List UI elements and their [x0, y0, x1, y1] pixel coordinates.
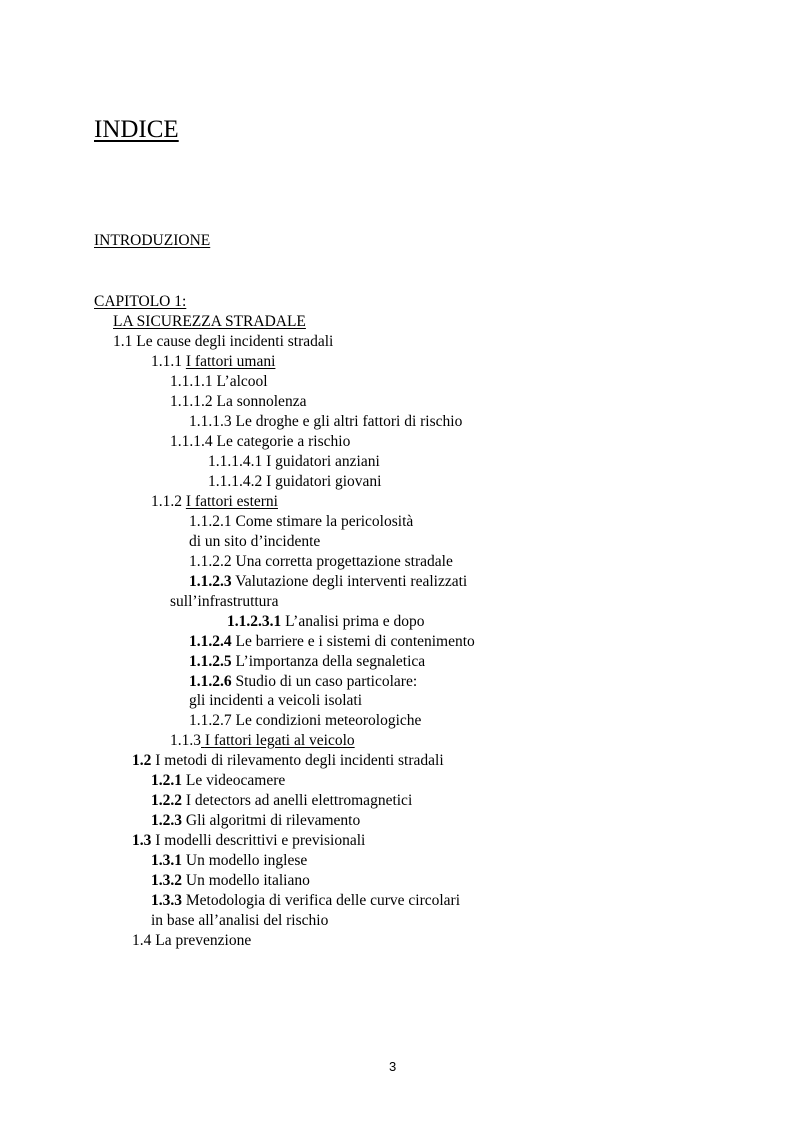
- toc-entry-1-1-1-4: [170, 432, 350, 452]
- toc-entry-text: Le barriere e i sistemi di contenimento: [235, 633, 475, 650]
- toc-entry-text: Le categorie a rischio: [216, 433, 351, 450]
- toc-entry-text: L’analisi prima e dopo: [285, 613, 425, 630]
- toc-entry-link[interactable]: I fattori esterni: [185, 493, 278, 510]
- toc-entry-1-1-1-1: [170, 372, 268, 392]
- toc-entry-link-text: I fattori legati al veicolo: [204, 732, 355, 749]
- introduction-link[interactable]: INTRODUZIONE: [94, 232, 211, 249]
- toc-entry-1-3-1: [151, 851, 307, 871]
- toc-entry-text: Valutazione degli interventi realizzati: [235, 573, 468, 590]
- toc-entry-1-3-3: [151, 891, 460, 911]
- toc-entry-number: 1.3.1: [151, 852, 182, 869]
- chapter-label[interactable]: CAPITOLO 1:: [94, 293, 187, 310]
- toc-entry-1-1-2-4: [189, 632, 475, 652]
- toc-entry-number: 1.1.1: [151, 353, 182, 370]
- toc-entry-1-3-2: [151, 871, 310, 891]
- toc-entry-number: 1.1: [113, 333, 133, 350]
- toc-entry-1-1-2-7: [189, 711, 421, 731]
- toc-entry-text: Studio di un caso particolare:: [235, 673, 418, 690]
- toc-entry-text: Come stimare la pericolosità: [235, 513, 414, 530]
- toc-entry-number: 1.1.2: [151, 493, 182, 510]
- toc-entry-text: Una corretta progettazione stradale: [235, 553, 453, 570]
- toc-entry-1-1-2-6: [189, 672, 417, 692]
- toc-entry-text: I modelli descrittivi e previsionali: [155, 832, 366, 849]
- toc-entry-number: 1.1.1.3: [189, 413, 232, 430]
- toc-entry-number: 1.3.3: [151, 892, 182, 909]
- toc-entry-number: 1.1.2.5: [189, 653, 232, 670]
- toc-entry-text: Un modello italiano: [185, 872, 310, 889]
- toc-entry-1-1-2-3-1: [227, 612, 424, 632]
- page-title: INDICE: [94, 116, 179, 143]
- toc-entry-number: 1.1.2.4: [189, 633, 232, 650]
- toc-entry-1-2: [132, 751, 444, 771]
- toc-entry-text: Le droghe e gli altri fattori di rischio: [235, 413, 463, 430]
- toc-entry-text: I metodi di rilevamento degli incidenti stradali: [155, 752, 444, 769]
- toc-entry-text: Le videocamere: [185, 772, 286, 789]
- toc-entry-continuation: in base all’analisi del rischio: [151, 912, 329, 929]
- toc-entry-number: 1.1.1.4: [170, 433, 213, 450]
- toc-entry-1-1-1-4-2: [208, 472, 382, 492]
- toc-entry-number: 1.3.2: [151, 872, 182, 889]
- toc-entry-number: 1.1.3: [170, 732, 201, 749]
- toc-entry-number: 1.1.2.3: [189, 573, 232, 590]
- toc-entry-number: 1.2.2: [151, 792, 182, 809]
- toc-entry-text: I guidatori giovani: [266, 473, 382, 490]
- toc-entry-1-2-3: [151, 811, 360, 831]
- toc-entry-number: 1.2.1: [151, 772, 182, 789]
- toc-entry-1-1-2-3: [189, 572, 467, 592]
- toc-entry-number: 1.1.2.3.1: [227, 613, 282, 630]
- toc-entry-number: 1.1.2.6: [189, 673, 232, 690]
- toc-entry-1-1-1-3: [189, 412, 462, 432]
- toc-entry-1-1-1: [151, 352, 275, 372]
- toc-entry-number: 1.4: [132, 932, 152, 949]
- toc-entry-text: I guidatori anziani: [266, 453, 380, 470]
- toc-entry-text: Le cause degli incidenti stradali: [136, 333, 334, 350]
- toc-entry-text: Metodologia di verifica delle curve circolari: [185, 892, 461, 909]
- toc-entry-text: La prevenzione: [155, 932, 252, 949]
- toc-entry-number: 1.2: [132, 752, 152, 769]
- toc-entry-1-1-2-1: [189, 512, 413, 532]
- chapter-title[interactable]: LA SICUREZZA STRADALE: [113, 313, 306, 330]
- toc-entry-text: Gli algoritmi di rilevamento: [185, 812, 361, 829]
- toc-entry-link[interactable]: [201, 732, 355, 749]
- toc-entry-text: L’importanza della segnaletica: [235, 653, 426, 670]
- toc-entry-1-1-1-2: [170, 392, 306, 412]
- toc-entry-text: Un modello inglese: [185, 852, 308, 869]
- toc-entry-1-2-2: [151, 791, 412, 811]
- toc-entry-1-4: [132, 931, 251, 951]
- toc-entry-number: 1.1.1.4.1: [208, 453, 263, 470]
- toc-entry-1-1-2: [151, 492, 278, 512]
- page-number: 3: [389, 1059, 397, 1074]
- toc-entry-1-1: [113, 332, 333, 352]
- toc-entry-link[interactable]: I fattori umani: [185, 353, 276, 370]
- toc-entry-text: I detectors ad anelli elettromagnetici: [185, 792, 413, 809]
- toc-entry-number: 1.1.1.4.2: [208, 473, 263, 490]
- toc-entry-1-1-2-5: [189, 652, 425, 672]
- toc-entry-number: 1.1.2.1: [189, 513, 232, 530]
- toc-entry-1-2-1: [151, 771, 285, 791]
- toc-entry-number: 1.1.1.2: [170, 393, 213, 410]
- toc-entry-text: La sonnolenza: [216, 393, 307, 410]
- toc-entry-continuation: sull’infrastruttura: [170, 593, 279, 610]
- toc-entry-continuation: di un sito d’incidente: [189, 533, 321, 550]
- toc-entry-text: L’alcool: [216, 373, 268, 390]
- toc-entry-continuation: gli incidenti a veicoli isolati: [189, 692, 363, 709]
- toc-entry-number: 1.1.1.1: [170, 373, 213, 390]
- toc-entry-number: 1.1.2.7: [189, 712, 232, 729]
- toc-entry-1-3: [132, 831, 365, 851]
- toc-entry-number: 1.3: [132, 832, 152, 849]
- toc-entry-number: 1.1.2.2: [189, 553, 232, 570]
- toc-entry-1-1-3: [170, 731, 355, 751]
- toc-entry-1-1-2-2: [189, 552, 453, 572]
- toc-entry-1-1-1-4-1: [208, 452, 380, 472]
- toc-entry-text: Le condizioni meteorologiche: [235, 712, 422, 729]
- toc-entry-number: 1.2.3: [151, 812, 182, 829]
